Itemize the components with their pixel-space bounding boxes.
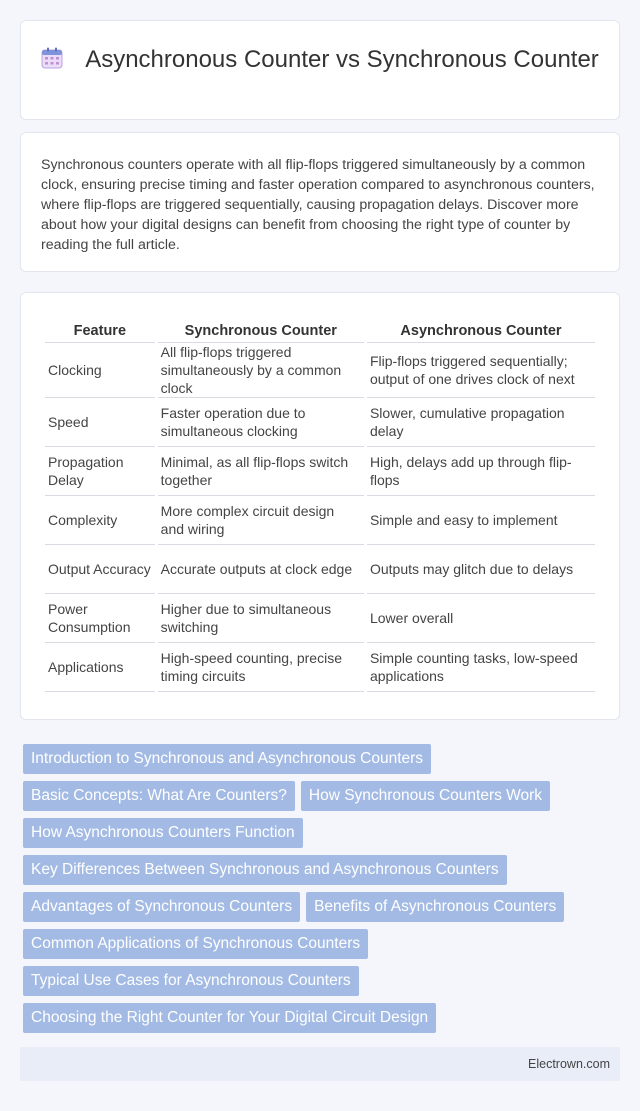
tag-row bbox=[23, 892, 623, 929]
synchronous-cell: Higher due to simultaneous switching bbox=[158, 594, 364, 643]
table-row bbox=[45, 398, 595, 447]
asynchronous-cell: Slower, cumulative propagation delay bbox=[367, 398, 595, 447]
calendar-icon bbox=[41, 47, 63, 69]
header-asynchronous: Asynchronous Counter bbox=[367, 313, 595, 343]
tag-link[interactable]: Typical Use Cases for Asynchronous Counters bbox=[23, 966, 359, 996]
synchronous-cell: More complex circuit design and wiring bbox=[158, 496, 364, 545]
table-row bbox=[45, 447, 595, 496]
table-row bbox=[45, 496, 595, 545]
feature-cell: Complexity bbox=[45, 496, 155, 545]
tag-row bbox=[23, 744, 623, 781]
tag-link[interactable]: How Synchronous Counters Work bbox=[301, 781, 550, 811]
synchronous-cell: Faster operation due to simultaneous clocking bbox=[158, 398, 364, 447]
asynchronous-cell: High, delays add up through flip-flops bbox=[367, 447, 595, 496]
tag-row bbox=[23, 1003, 623, 1040]
asynchronous-cell: Simple counting tasks, low-speed applications bbox=[367, 643, 595, 692]
title-card bbox=[20, 20, 620, 120]
comparison-card bbox=[20, 292, 620, 720]
synchronous-cell: All flip-flops triggered simultaneously by a common clock bbox=[158, 343, 364, 398]
tag-row bbox=[23, 818, 623, 855]
header-feature: Feature bbox=[45, 313, 155, 343]
table-row bbox=[45, 545, 595, 594]
tag-row bbox=[23, 929, 623, 966]
feature-cell: Output Accuracy bbox=[45, 545, 155, 594]
tag-link[interactable]: Introduction to Synchronous and Asynchronous Counters bbox=[23, 744, 431, 774]
feature-cell: Applications bbox=[45, 643, 155, 692]
topic-tags bbox=[23, 744, 623, 1040]
tag-link[interactable]: Benefits of Asynchronous Counters bbox=[306, 892, 564, 922]
tag-link[interactable]: Choosing the Right Counter for Your Digital Circuit Design bbox=[23, 1003, 436, 1033]
asynchronous-cell: Outputs may glitch due to delays bbox=[367, 545, 595, 594]
asynchronous-cell: Flip-flops triggered sequentially; output of one drives clock of next bbox=[367, 343, 595, 398]
footer bbox=[20, 1047, 620, 1081]
synchronous-cell: Accurate outputs at clock edge bbox=[158, 545, 364, 594]
synchronous-cell: High-speed counting, precise timing circuits bbox=[158, 643, 364, 692]
feature-cell: Propagation Delay bbox=[45, 447, 155, 496]
page-title: Asynchronous Counter vs Synchronous Counter bbox=[85, 46, 599, 73]
comparison-table bbox=[42, 313, 598, 692]
asynchronous-cell: Simple and easy to implement bbox=[367, 496, 595, 545]
footer-site[interactable]: Electrown.com bbox=[528, 1057, 610, 1071]
intro-card bbox=[20, 132, 620, 272]
intro-text: Synchronous counters operate with all flip-flops triggered simultaneously by a common clock, ensuring precise timing and faster operation compared to asynchronous counters, where flip-flops are triggered sequentially, causing propagation delays. Discover more about how your digital designs can benefit from choosing the right type of counter by reading the full article. bbox=[41, 157, 595, 253]
tag-link[interactable]: Common Applications of Synchronous Counters bbox=[23, 929, 368, 959]
feature-cell: Speed bbox=[45, 398, 155, 447]
asynchronous-cell: Lower overall bbox=[367, 594, 595, 643]
header-synchronous: Synchronous Counter bbox=[158, 313, 364, 343]
tag-link[interactable]: Advantages of Synchronous Counters bbox=[23, 892, 300, 922]
tag-link[interactable]: Key Differences Between Synchronous and Asynchronous Counters bbox=[23, 855, 507, 885]
tag-row bbox=[23, 855, 623, 892]
feature-cell: Power Consumption bbox=[45, 594, 155, 643]
synchronous-cell: Minimal, as all flip-flops switch together bbox=[158, 447, 364, 496]
tag-link[interactable]: Basic Concepts: What Are Counters? bbox=[23, 781, 295, 811]
feature-cell: Clocking bbox=[45, 343, 155, 398]
tag-row bbox=[23, 966, 623, 1003]
table-row bbox=[45, 594, 595, 643]
tag-row bbox=[23, 781, 623, 818]
page-title-wrap bbox=[21, 45, 619, 74]
tag-link[interactable]: How Asynchronous Counters Function bbox=[23, 818, 303, 848]
table-row bbox=[45, 643, 595, 692]
table-row bbox=[45, 343, 595, 398]
table-header-row bbox=[45, 313, 595, 343]
